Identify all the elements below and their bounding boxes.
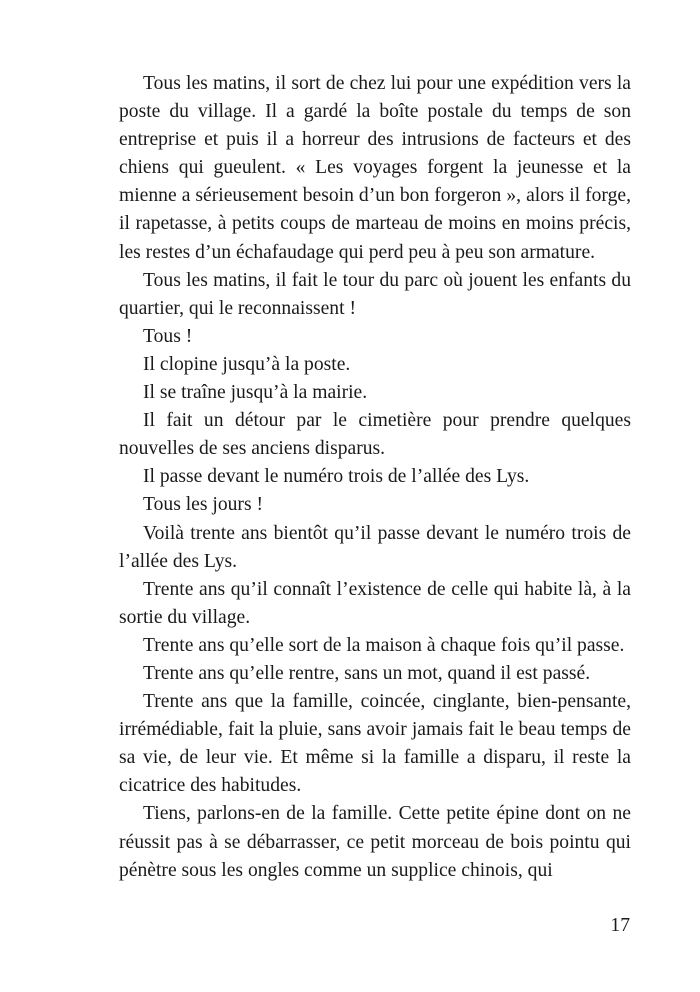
paragraph: Tous !	[143, 325, 193, 347]
paragraph: Trente ans qu’il connaît l’existence de celle qui habite là, à la sortie du village.	[119, 578, 631, 628]
paragraph: Trente ans que la famille, coincée, cinglante, bien-pensante, irrémédiable, fait la pluie, sans avoir jamais fait le beau temps de sa vie, de leur vie. Et même si la famille a disparu, il reste la cicatrice des habitudes.	[119, 691, 631, 797]
page-number: 17	[610, 915, 630, 936]
paragraph: Il se traîne jusqu’à la mairie.	[143, 382, 368, 404]
paragraph: Tous les jours !	[143, 494, 263, 516]
body-text	[119, 70, 631, 885]
paragraph: Tiens, parlons-en de la famille. Cette petite épine dont on ne réussit pas à se débarrasser, ce petit morceau de bois pointu qui pénètre sous les ongles comme un supplice chinois, qui	[119, 803, 631, 881]
paragraph: Il clopine jusqu’à la poste.	[143, 353, 351, 375]
paragraph: Il passe devant le numéro trois de l’allée des Lys.	[143, 466, 530, 488]
paragraph: Tous les matins, il fait le tour du parc où jouent les enfants du quartier, qui le reconnaissent !	[119, 269, 631, 319]
paragraph: Voilà trente ans bientôt qu’il passe devant le numéro trois de l’allée des Lys.	[119, 522, 631, 572]
paragraph: Trente ans qu’elle sort de la maison à chaque fois qu’il passe.	[143, 634, 625, 656]
paragraph: Trente ans qu’elle rentre, sans un mot, quand il est passé.	[143, 662, 591, 684]
paragraph: Il fait un détour par le cimetière pour prendre quelques nouvelles de ses anciens disparus.	[119, 410, 631, 460]
paragraph: Tous les matins, il sort de chez lui pour une expédition vers la poste du village. Il a gardé la boîte postale du temps de son entreprise et puis il a horreur des intrusions de facteurs et des chiens qui gueulent. « Les voyages forgent la jeunesse et la mienne a sérieusement besoin d’un bon forgeron », alors il forge, il rapetasse, à petits coups de marteau de moins en moins précis, les restes d’un échafaudage qui perd peu à peu son armature.	[119, 73, 631, 263]
